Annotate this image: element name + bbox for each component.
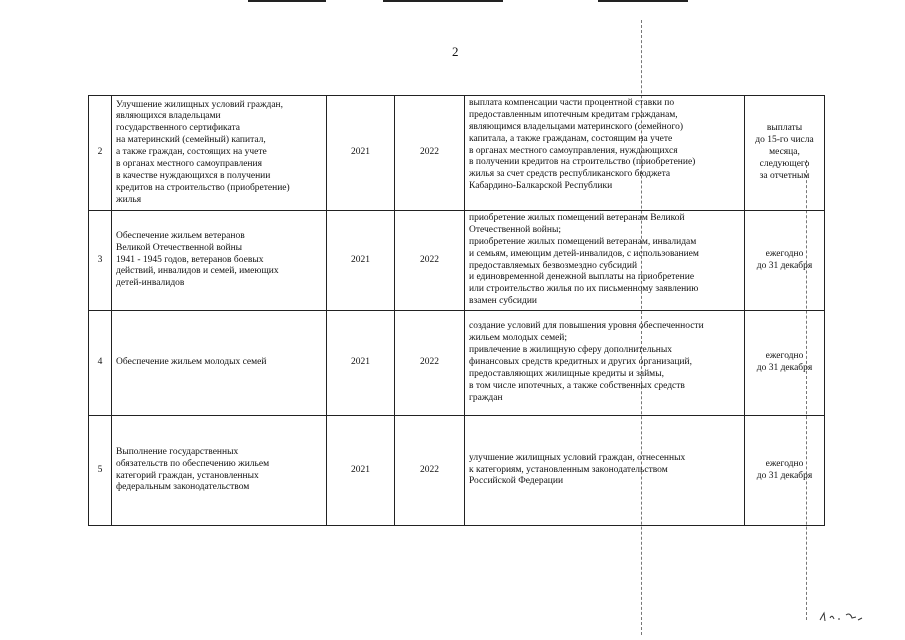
- execution-term: ежегодно до 31 декабря: [745, 311, 825, 416]
- table-row: [89, 211, 825, 311]
- measures-table: [88, 95, 825, 526]
- table-row: [89, 416, 825, 526]
- end-year: 2022: [395, 96, 465, 211]
- end-year: 2022: [395, 211, 465, 311]
- handwritten-mark: [818, 608, 868, 626]
- row-number: 2: [89, 96, 112, 211]
- row-number: 4: [89, 311, 112, 416]
- event-name: Выполнение государственных обязательств по обеспечению жильем категорий граждан, установленных федеральным законодательством: [112, 416, 327, 526]
- start-year: 2021: [327, 96, 395, 211]
- expected-result: выплата компенсации части процентной ставки по предоставленным ипотечным кредитам гражданам, являющимся владельцами материнского (семейного) капитала, а также гражданам, состоящим на учете в органах местного самоуправления, нуждающихся в получении кредитов на строительство (приобретение) жилья за счет средств республиканского бюджета Кабардино-Балкарской Республики: [465, 96, 745, 211]
- row-number: 3: [89, 211, 112, 311]
- scan-top-line-3: [598, 0, 688, 2]
- row-number: 5: [89, 416, 112, 526]
- start-year: 2021: [327, 416, 395, 526]
- end-year: 2022: [395, 416, 465, 526]
- event-name: Обеспечение жильем ветеранов Великой Отечественной войны 1941 - 1945 годов, ветеранов боевых действий, инвалидов и семей, имеющих детей-инвалидов: [112, 211, 327, 311]
- execution-term: ежегодно до 31 декабря: [745, 416, 825, 526]
- expected-result: улучшение жилищных условий граждан, отнесенных к категориям, установленным законодательством Российской Федерации: [465, 416, 745, 526]
- event-name: Обеспечение жильем молодых семей: [112, 311, 327, 416]
- expected-result: приобретение жилых помещений ветеранам Великой Отечественной войны; приобретение жилых помещений ветеранам, инвалидам и семьям, имеющим детей-инвалидов, с использованием предоставляемых безвозмездно субсидий и единовременной денежной выплаты на приобретение или строительство жилья по их письменному заявлению взамен субсидии: [465, 211, 745, 311]
- start-year: 2021: [327, 311, 395, 416]
- scan-top-line-2: [383, 0, 503, 2]
- end-year: 2022: [395, 311, 465, 416]
- execution-term: ежегодно до 31 декабря: [745, 211, 825, 311]
- expected-result: создание условий для повышения уровня обеспеченности жильем молодых семей; привлечение в жилищную сферу дополнительных финансовых средств кредитных и других организаций, предоставляющих жилищные кредиты и займы, в том числе ипотечных, а также собственных средств граждан: [465, 311, 745, 416]
- execution-term: выплаты до 15-го числа месяца, следующего за отчетным: [745, 96, 825, 211]
- event-name: Улучшение жилищных условий граждан, являющихся владельцами государственного сертификата на материнский (семейный) капитал, а также граждан, состоящих на учете в органах местного самоуправления в качестве нуждающихся в получении кредитов на строительство (приобретение) жилья: [112, 96, 327, 211]
- scan-top-line-1: [248, 0, 326, 2]
- table-row: [89, 96, 825, 211]
- start-year: 2021: [327, 211, 395, 311]
- page-number: 2: [452, 44, 459, 59]
- table-row: [89, 311, 825, 416]
